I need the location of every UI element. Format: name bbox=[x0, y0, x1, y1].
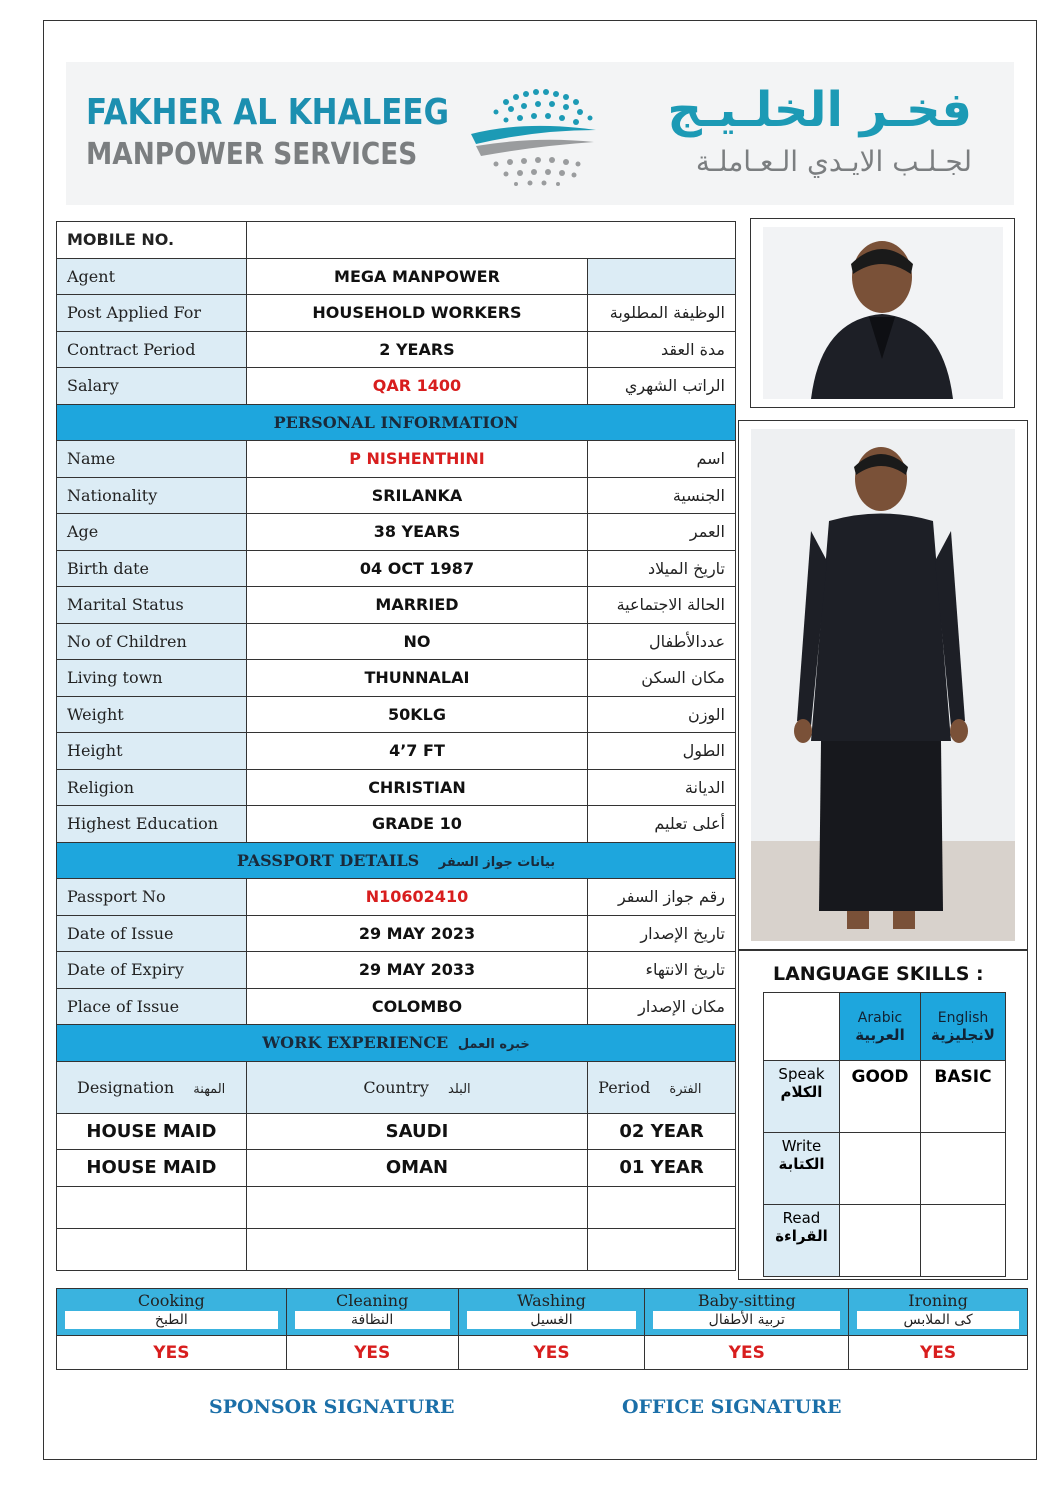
table-row bbox=[57, 879, 736, 916]
field-label-arabic: عددالأطفال bbox=[588, 623, 736, 660]
language-skills-title: LANGUAGE SKILLS : bbox=[773, 963, 984, 985]
field-label-arabic: تاريخ الميلاد bbox=[588, 550, 736, 587]
arabic-header-label: Arabic bbox=[857, 1009, 903, 1026]
religion-value: CHRISTIAN bbox=[246, 769, 587, 806]
field-label-arabic: تاريخ الانتهاء bbox=[588, 952, 736, 989]
passport-details-title bbox=[57, 842, 736, 879]
education-value: GRADE 10 bbox=[246, 806, 587, 843]
table-row bbox=[57, 696, 736, 733]
skills-header-row bbox=[57, 1289, 1028, 1336]
skill-washing-header bbox=[458, 1289, 645, 1336]
field-label-arabic: الراتب الشهري bbox=[588, 368, 736, 405]
work-title-english: WORK EXPERIENCE bbox=[262, 1033, 449, 1053]
work-row bbox=[57, 1113, 736, 1150]
field-label: Birth date bbox=[57, 550, 247, 587]
period-header-arabic: الفترة bbox=[669, 1081, 702, 1097]
skill-label-arabic: تربية الأطفال bbox=[653, 1311, 840, 1329]
table-row bbox=[57, 514, 736, 551]
field-label: Living town bbox=[57, 660, 247, 697]
read-label-arabic: القراءة bbox=[775, 1227, 828, 1245]
work-row-empty bbox=[57, 1186, 736, 1228]
write-label-arabic: الكتابة bbox=[778, 1155, 825, 1173]
field-label: Marital Status bbox=[57, 587, 247, 624]
table-row bbox=[57, 477, 736, 514]
write-arabic-value bbox=[840, 1133, 921, 1205]
applicant-portrait-photo bbox=[750, 218, 1015, 408]
passport-title-arabic: بيانات جواز السفر bbox=[438, 854, 556, 870]
field-label: Name bbox=[57, 441, 247, 478]
arabic-column-header bbox=[840, 993, 921, 1061]
language-skills-box bbox=[738, 950, 1028, 1280]
skill-babysitting-header bbox=[645, 1289, 849, 1336]
table-row bbox=[57, 550, 736, 587]
mobile-label: MOBILE NO. bbox=[57, 222, 247, 259]
field-label: Religion bbox=[57, 769, 247, 806]
children-value: NO bbox=[246, 623, 587, 660]
speak-label-arabic: الكلام bbox=[780, 1083, 823, 1101]
arabic-header-arabic: العربية bbox=[855, 1025, 905, 1044]
field-label: Contract Period bbox=[57, 331, 247, 368]
table-row bbox=[57, 587, 736, 624]
skill-label-arabic: النظافة bbox=[295, 1311, 450, 1329]
skill-cooking-value: YES bbox=[57, 1336, 287, 1370]
contract-value: 2 YEARS bbox=[246, 331, 587, 368]
field-label-arabic: تاريخ الإصدار bbox=[588, 915, 736, 952]
designation-value: HOUSE MAID bbox=[57, 1150, 247, 1187]
field-label: No of Children bbox=[57, 623, 247, 660]
language-row-speak bbox=[764, 1061, 1006, 1133]
table-row bbox=[57, 258, 736, 295]
skill-cleaning-header bbox=[286, 1289, 458, 1336]
speak-arabic-value: GOOD bbox=[840, 1061, 921, 1133]
field-label-arabic: أعلى تعليم bbox=[588, 806, 736, 843]
marital-status-value: MARRIED bbox=[246, 587, 587, 624]
write-english-value bbox=[921, 1133, 1006, 1205]
skill-label-arabic: الطبخ bbox=[65, 1311, 278, 1329]
skill-label-arabic: كى الملابس bbox=[857, 1311, 1019, 1329]
field-label-arabic: العمر bbox=[588, 514, 736, 551]
table-row bbox=[57, 660, 736, 697]
field-label: Date of Expiry bbox=[57, 952, 247, 989]
field-label-arabic: اسم bbox=[588, 441, 736, 478]
company-logo-icon bbox=[466, 72, 601, 192]
salary-value: QAR 1400 bbox=[246, 368, 587, 405]
country-value: SAUDI bbox=[246, 1113, 587, 1150]
work-skills-table bbox=[56, 1288, 1028, 1370]
table-row bbox=[57, 441, 736, 478]
table-row bbox=[57, 368, 736, 405]
age-value: 38 YEARS bbox=[246, 514, 587, 551]
read-arabic-value bbox=[840, 1205, 921, 1277]
period-header bbox=[588, 1061, 736, 1113]
english-header-label: English bbox=[937, 1009, 989, 1026]
section-header bbox=[57, 404, 736, 441]
english-column-header bbox=[921, 993, 1006, 1061]
speak-english-value: BASIC bbox=[921, 1061, 1006, 1133]
field-label: Highest Education bbox=[57, 806, 247, 843]
field-label: Salary bbox=[57, 368, 247, 405]
office-signature-label: OFFICE SIGNATURE bbox=[622, 1396, 842, 1418]
field-label: Weight bbox=[57, 696, 247, 733]
section-header bbox=[57, 842, 736, 879]
designation-header bbox=[57, 1061, 247, 1113]
brand-tagline-arabic: لجـلـب الايـدي الـعـاملـة bbox=[695, 145, 972, 178]
field-label-arabic: مدة العقد bbox=[588, 331, 736, 368]
write-label bbox=[764, 1133, 840, 1205]
language-row-write bbox=[764, 1133, 1006, 1205]
place-of-issue-value: COLOMBO bbox=[246, 988, 587, 1025]
field-label-arabic: مكان الإصدار bbox=[588, 988, 736, 1025]
field-label-arabic: رقم جواز السفر bbox=[588, 879, 736, 916]
table-row bbox=[57, 806, 736, 843]
brand-tagline-english: MANPOWER SERVICES bbox=[86, 137, 418, 172]
brand-name-english: FAKHER AL KHALEEG bbox=[86, 92, 450, 133]
table-row bbox=[57, 295, 736, 332]
work-title-arabic: خبره العمل bbox=[457, 1037, 530, 1053]
living-town-value: THUNNALAI bbox=[246, 660, 587, 697]
field-label: Height bbox=[57, 733, 247, 770]
nationality-value: SRILANKA bbox=[246, 477, 587, 514]
read-english-value bbox=[921, 1205, 1006, 1277]
speak-label-english: Speak bbox=[778, 1065, 825, 1083]
applicant-full-body-photo bbox=[738, 420, 1028, 950]
english-header-arabic: لانجليزية bbox=[931, 1025, 995, 1044]
country-header-label: Country bbox=[363, 1077, 429, 1097]
designation-header-label: Designation bbox=[77, 1077, 175, 1097]
weight-value: 50KLG bbox=[246, 696, 587, 733]
skills-value-row bbox=[57, 1336, 1028, 1370]
issue-date-value: 29 MAY 2023 bbox=[246, 915, 587, 952]
expiry-date-value: 29 MAY 2033 bbox=[246, 952, 587, 989]
write-label-english: Write bbox=[781, 1137, 822, 1155]
skill-ironing-value: YES bbox=[849, 1336, 1028, 1370]
passport-number-value: N10602410 bbox=[246, 879, 587, 916]
table-row bbox=[57, 988, 736, 1025]
skill-label: Baby-sitting bbox=[697, 1291, 796, 1310]
read-label-english: Read bbox=[782, 1209, 821, 1227]
table-row bbox=[57, 623, 736, 660]
table-row bbox=[57, 769, 736, 806]
table-row bbox=[57, 222, 736, 259]
field-label: Agent bbox=[57, 258, 247, 295]
skill-label: Washing bbox=[517, 1291, 586, 1310]
field-label-arabic: الجنسية bbox=[588, 477, 736, 514]
mobile-value bbox=[246, 222, 735, 259]
language-row-read bbox=[764, 1205, 1006, 1277]
field-label-arabic: الديانة bbox=[588, 769, 736, 806]
field-label-arabic: الحالة الاجتماعية bbox=[588, 587, 736, 624]
agent-value: MEGA MANPOWER bbox=[246, 258, 587, 295]
skill-label: Cleaning bbox=[335, 1291, 409, 1310]
field-label-arabic bbox=[588, 258, 736, 295]
skill-washing-value: YES bbox=[458, 1336, 645, 1370]
birth-date-value: 04 OCT 1987 bbox=[246, 550, 587, 587]
skill-babysitting-value: YES bbox=[645, 1336, 849, 1370]
field-label: Passport No bbox=[57, 879, 247, 916]
field-label: Nationality bbox=[57, 477, 247, 514]
post-value: HOUSEHOLD WORKERS bbox=[246, 295, 587, 332]
skill-cooking-header bbox=[57, 1289, 287, 1336]
work-header-row bbox=[57, 1061, 736, 1113]
name-value: P NISHENTHINI bbox=[246, 441, 587, 478]
skill-cleaning-value: YES bbox=[286, 1336, 458, 1370]
country-header-arabic: البلد bbox=[448, 1081, 471, 1097]
table-row bbox=[57, 952, 736, 989]
read-label bbox=[764, 1205, 840, 1277]
work-row-empty bbox=[57, 1228, 736, 1270]
table-row bbox=[57, 915, 736, 952]
skill-label: Cooking bbox=[137, 1291, 205, 1310]
passport-title-english: PASSPORT DETAILS bbox=[236, 850, 420, 870]
section-header bbox=[57, 1025, 736, 1062]
field-label-arabic: الطول bbox=[588, 733, 736, 770]
country-value: OMAN bbox=[246, 1150, 587, 1187]
field-label-arabic: الوظيفة المطلوبة bbox=[588, 295, 736, 332]
language-skills-table bbox=[763, 992, 1006, 1277]
designation-header-arabic: المهنة bbox=[193, 1081, 226, 1097]
work-row bbox=[57, 1150, 736, 1187]
designation-value: HOUSE MAID bbox=[57, 1113, 247, 1150]
field-label: Post Applied For bbox=[57, 295, 247, 332]
language-header-row bbox=[764, 993, 1006, 1061]
period-value: 01 YEAR bbox=[588, 1150, 736, 1187]
period-header-label: Period bbox=[598, 1077, 651, 1097]
field-label: Age bbox=[57, 514, 247, 551]
empty-corner-cell bbox=[764, 993, 840, 1061]
field-label-arabic: مكان السكن bbox=[588, 660, 736, 697]
skill-label-arabic: الغسيل bbox=[467, 1311, 637, 1329]
field-label-arabic: الوزن bbox=[588, 696, 736, 733]
country-header bbox=[246, 1061, 587, 1113]
skill-label: Ironing bbox=[908, 1291, 968, 1310]
period-value: 02 YEAR bbox=[588, 1113, 736, 1150]
sponsor-signature-label: SPONSOR SIGNATURE bbox=[209, 1396, 455, 1418]
table-row bbox=[57, 733, 736, 770]
table-row bbox=[57, 331, 736, 368]
company-header bbox=[66, 62, 1014, 205]
applicant-details-table bbox=[56, 221, 736, 1271]
work-experience-title bbox=[57, 1025, 736, 1062]
speak-label bbox=[764, 1061, 840, 1133]
field-label: Date of Issue bbox=[57, 915, 247, 952]
field-label: Place of Issue bbox=[57, 988, 247, 1025]
skill-ironing-header bbox=[849, 1289, 1028, 1336]
personal-info-title: PERSONAL INFORMATION bbox=[57, 404, 736, 441]
height-value: 4’7 FT bbox=[246, 733, 587, 770]
brand-name-arabic: فخـر الخلـيـج bbox=[667, 82, 972, 138]
